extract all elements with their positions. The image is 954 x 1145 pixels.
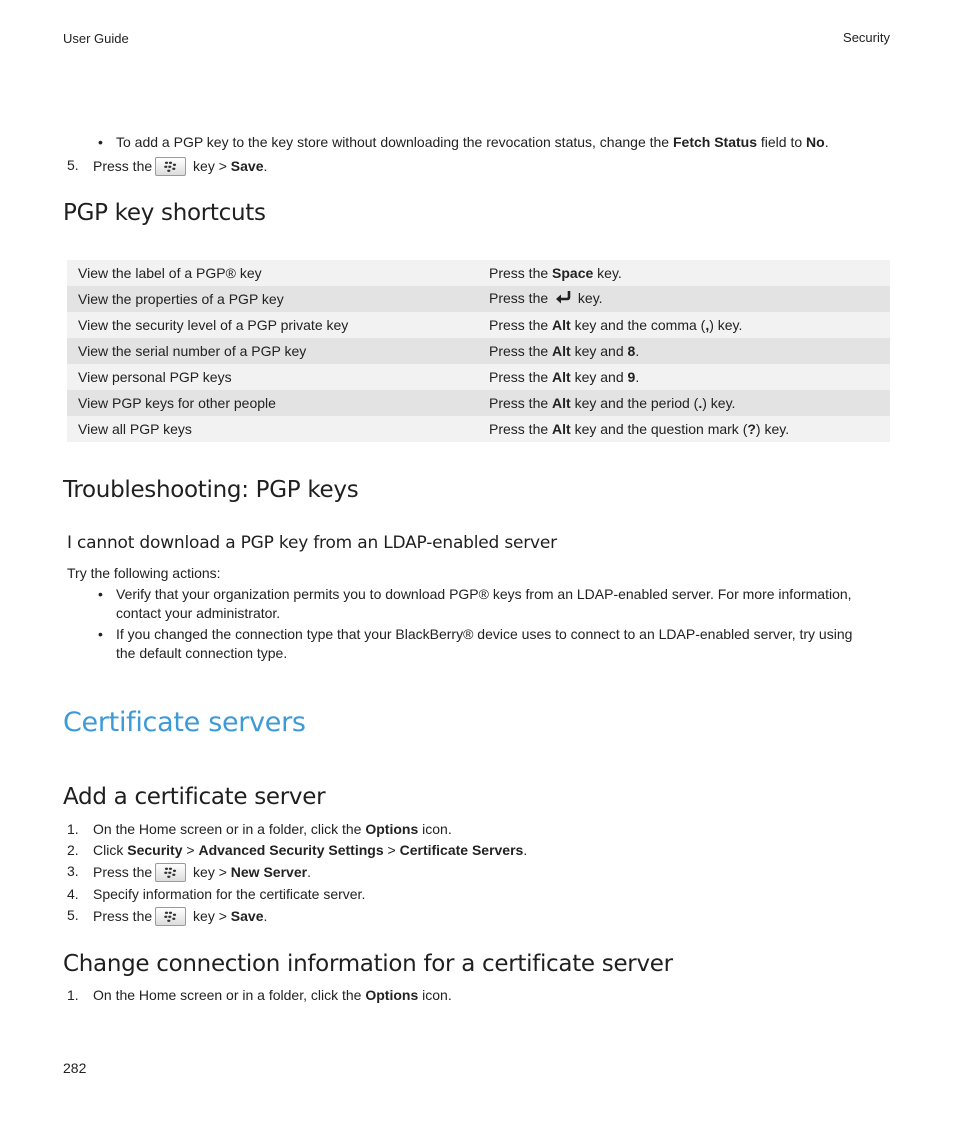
table-cell-action: View all PGP keys xyxy=(67,416,478,442)
header-title: User Guide xyxy=(63,31,129,46)
table-row xyxy=(67,312,890,338)
page-number: 282 xyxy=(63,1060,87,1076)
step-number: 4. xyxy=(67,886,79,902)
step-number: 5. xyxy=(67,157,79,173)
section-heading: Add a certificate server xyxy=(63,784,326,810)
shortcuts-table xyxy=(67,260,890,442)
table-cell-action: View PGP keys for other people xyxy=(67,390,478,416)
bullet-icon: • xyxy=(98,134,103,150)
enter-key-icon xyxy=(554,290,572,307)
step-text: Press the key > Save. xyxy=(93,908,268,924)
step-text: Click Security > Advanced Security Settings > Certificate Servers. xyxy=(93,842,528,858)
table-row xyxy=(67,390,890,416)
step-text: On the Home screen or in a folder, click the Options icon. xyxy=(93,987,452,1003)
table-cell-shortcut: Press the Alt key and the comma (,) key. xyxy=(478,312,890,338)
table-cell-shortcut: Press the Space key. xyxy=(478,260,890,286)
step-number: 5. xyxy=(67,907,79,923)
step-text: Press the key > New Server. xyxy=(93,864,311,880)
step-number: 1. xyxy=(67,821,79,837)
bullet-icon: • xyxy=(98,586,103,602)
table-cell-action: View the serial number of a PGP key xyxy=(67,338,478,364)
blackberry-menu-key-icon xyxy=(155,907,186,926)
step-number: 2. xyxy=(67,842,79,858)
table-row xyxy=(67,286,890,312)
subsection-heading: I cannot download a PGP key from an LDAP-enabled server xyxy=(67,533,557,553)
table-row xyxy=(67,338,890,364)
blackberry-menu-key-icon xyxy=(155,863,186,882)
table-row xyxy=(67,364,890,390)
table-row xyxy=(67,416,890,442)
table-cell-shortcut: Press the Alt key and 9. xyxy=(478,364,890,390)
table-cell-action: View the security level of a PGP private key xyxy=(67,312,478,338)
fetch-status-bullet: To add a PGP key to the key store without downloading the revocation status, change the Fetch Status field to No. xyxy=(116,134,829,150)
section-heading: Troubleshooting: PGP keys xyxy=(63,477,359,503)
table-row xyxy=(67,260,890,286)
bullet-line: If you changed the connection type that your BlackBerry® device uses to connect to an LDAP-enabled server, try using xyxy=(116,626,853,642)
save-step: Press the key > Save. xyxy=(93,158,268,174)
bullet-line: contact your administrator. xyxy=(116,605,281,621)
section-heading: Change connection information for a certificate server xyxy=(63,951,673,977)
table-cell-shortcut: Press the Alt key and the period (.) key. xyxy=(478,390,890,416)
step-number: 3. xyxy=(67,863,79,879)
table-cell-action: View the properties of a PGP key xyxy=(67,286,478,312)
step-text: On the Home screen or in a folder, click the Options icon. xyxy=(93,821,452,837)
table-cell-shortcut: Press the Alt key and 8. xyxy=(478,338,890,364)
table-cell-shortcut: Press the Alt key and the question mark (?) key. xyxy=(478,416,890,442)
step-text: Specify information for the certificate server. xyxy=(93,886,366,902)
bullet-icon: • xyxy=(98,626,103,642)
bullet-line: the default connection type. xyxy=(116,645,288,661)
bullet-line: Verify that your organization permits you to download PGP® keys from an LDAP-enabled server. For more information, xyxy=(116,586,852,602)
table-cell-shortcut: Press the key. xyxy=(478,286,890,312)
header-section: Security xyxy=(843,30,890,45)
section-heading: PGP key shortcuts xyxy=(63,200,266,226)
intro-text: Try the following actions: xyxy=(67,565,221,581)
blackberry-menu-key-icon xyxy=(155,157,186,176)
table-cell-action: View the label of a PGP® key xyxy=(67,260,478,286)
table-cell-action: View personal PGP keys xyxy=(67,364,478,390)
step-number: 1. xyxy=(67,987,79,1003)
chapter-heading: Certificate servers xyxy=(63,707,306,738)
